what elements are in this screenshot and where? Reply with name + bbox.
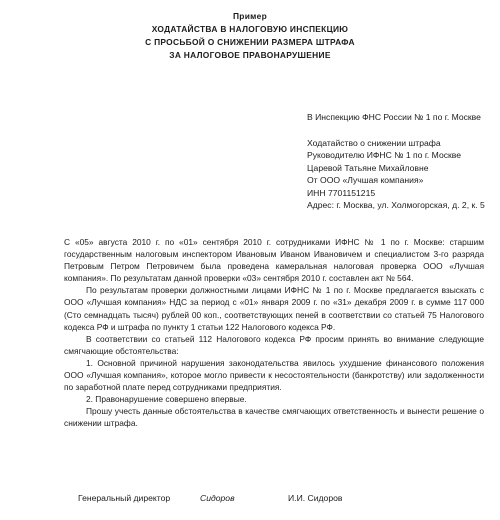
header-line-address: Адрес: г. Москва, ул. Холмогорская, д. 2, к. 5 — [307, 200, 485, 211]
signatory-name: И.И. Сидоров — [288, 493, 343, 503]
header-line-from: От ООО «Лучшая компания» — [307, 175, 424, 186]
signature — [200, 493, 235, 503]
paragraph-intro: С «05» августа 2010 г. по «01» сентября 2010 г. сотрудниками ИФНС № 1 по г. Москве: старшим государственным налоговым инспектором Ивановым Иваном Ивановичем и специалистом 3-го разряда Петровым Петром Петровичем была проведена камеральная налоговая проверка ООО «Лучшая компания». По результатам данной проверки «03» сентября 2010 г. составлен акт № 564. — [64, 237, 484, 284]
signature-handwritten: Сидоров — [200, 493, 235, 503]
heading-line-3: С ПРОСЬБОЙ О СНИЖЕНИИ РАЗМЕРА ШТРАФА — [145, 37, 355, 47]
paragraph-item-1: 1. Основной причиной нарушения законодательства явилось ухудшение финансового положения ООО «Лучшая компания», которое могло привести к несостоятельности (банкротству) или задолженности по заработной плате перед сотрудниками предприятия. — [64, 357, 484, 393]
header-line-addressee: Руководителю ИФНС № 1 по г. Москве — [307, 150, 462, 161]
heading-line-4: ЗА НАЛОГОВОЕ ПРАВОНАРУШЕНИЕ — [169, 50, 331, 60]
signatory-position: Генеральный директор — [78, 493, 171, 503]
header-block — [307, 137, 485, 211]
document-body — [64, 236, 484, 430]
heading-line-1: Пример — [232, 11, 268, 21]
header-line-name: Царевой Татьяне Михайловне — [307, 162, 429, 173]
header-line-title: Ходатайство о снижении штрафа — [307, 138, 441, 148]
paragraph-request: В соответствии со статьей 112 Налогового кодекса РФ просим принять во внимание следующие смягчающие обстоятельства: — [64, 333, 484, 356]
paragraph-results: По результатам проверки должностными лицами ИФНС № 1 по г. Москве предлагается взыскать с ООО «Лучшая компания» НДС за период с «01» января 2009 г. по «31» декабря 2009 г. в сумме 117 000 (Сто семнадцать тысяч) рублей 00 коп., соответствующих пеней в соответствии со статьей 75 Налогового кодекса РФ и штрафа по пункту 1 статьи 122 Налогового кодекса РФ. — [64, 285, 484, 332]
header-line-inn: ИНН 7701151215 — [307, 187, 376, 198]
paragraph-closing: Прошу учесть данные обстоятельства в качестве смягчающих ответственность и вынести решение о снижении штрафа. — [64, 406, 484, 429]
paragraph-item-2: 2. Правонарушение совершено впервые. — [86, 394, 247, 405]
document-heading — [0, 10, 500, 62]
heading-line-2: ХОДАТАЙСТВА В НАЛОГОВУЮ ИНСПЕКЦИЮ — [151, 24, 349, 34]
recipient-line: В Инспекцию ФНС России № 1 по г. Москве — [307, 112, 481, 122]
